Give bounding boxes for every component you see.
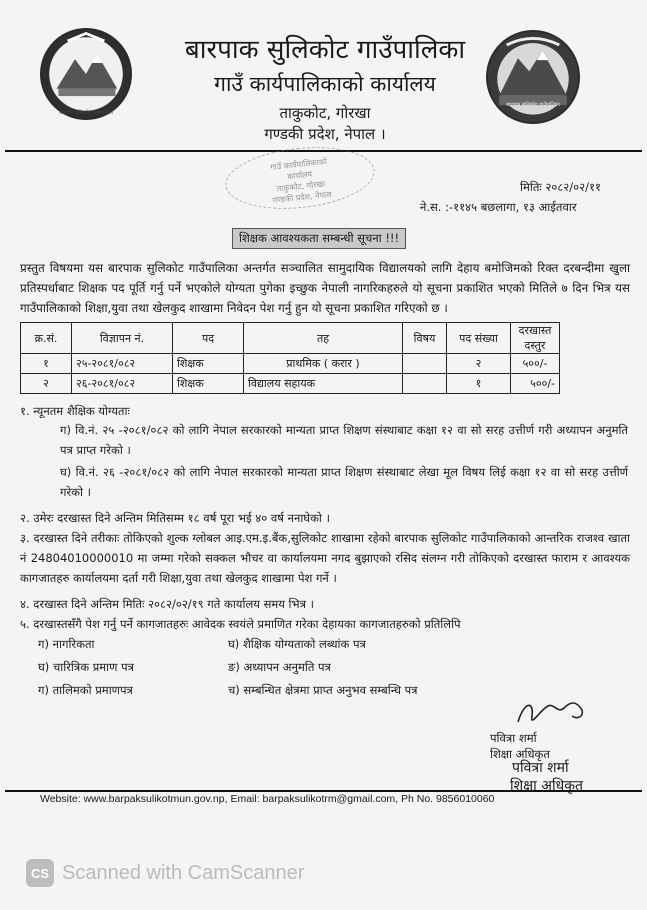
signatory-name: पवित्रा शर्मा bbox=[490, 731, 537, 745]
cell-post-count: १ bbox=[447, 374, 511, 394]
municipality-name: बारपाक सुलिकोट गाउँपालिका bbox=[184, 35, 466, 65]
vacancy-table bbox=[20, 322, 560, 394]
footer-contact: Website: www.barpaksulikotmun.gov.np, Email: barpaksulikotrm@gmail.com, Ph No. 9856010060 bbox=[40, 793, 495, 805]
cell-ad-number: २५-२०८१/०८२ bbox=[72, 354, 173, 374]
notice-date: मितिः २०८२/०२/११ bbox=[520, 180, 601, 194]
cell-subject bbox=[403, 354, 447, 374]
intro-paragraph: प्रस्तुत विषयमा यस बारपाक सुलिकोट गाउँपालिका अन्तर्गत सञ्चालित सामुदायिक विद्यालयको लागि देहाय बमोजिमको रिक्त दरबन्दीमा खुला प्रतिस्पर्धाबाट शिक्षक पद पूर्ति गर्नु पर्ने भएकोले योग्यता पुगेका इच्छुक नेपाली नागरिकहरुले यो सूचना प्रकाशित भएको मितिले ७ दिन भित्र यस गाउँपालिकाको शिक्षा,युवा तथा खेलकुद शाखामा निवेदन पेश गर्नु हुन यो सूचना प्रकाशित गरिएको छ । bbox=[20, 261, 630, 315]
col-post-count: पद संख्या bbox=[447, 323, 511, 354]
document-item: ग) नागरिकता bbox=[38, 637, 95, 651]
col-subject: विषय bbox=[403, 323, 447, 354]
stamp-line: गाउँ कार्यपालिकाको bbox=[269, 157, 328, 173]
cell-serial: २ bbox=[21, 374, 72, 394]
stamp-line: ताकुकोट, गोरखा bbox=[276, 179, 326, 194]
table-row bbox=[21, 354, 560, 374]
stamp-line: गण्डकी प्रदेश, नेपाल bbox=[272, 189, 332, 205]
document-item: घ) शैक्षिक योग्यताको लब्धांक पत्र bbox=[228, 637, 366, 651]
notice-subject: शिक्षक आवश्यकता सम्बन्धी सूचना !!! bbox=[232, 228, 406, 249]
qualification-item-a: ग) वि.नं. २५ -२०८१/०८२ को लागि नेपाल सरकारको मान्यता प्राप्त शिक्षण संस्थाबाट कक्षा १२ वा सो सरह उत्तीर्ण गरी अध्यापन अनुमति पत्र प्राप्त गरेको । bbox=[60, 423, 628, 457]
right-emblem-caption: बारपाक सुलिकोट गाउँपालिका bbox=[506, 102, 560, 108]
signatory-stamp-designation: शिक्षा अधिकृत bbox=[510, 778, 583, 794]
section-documents-title: ५. दरखास्तसँगै पेश गर्नु पर्ने कागजातहरुः आवेदक स्वयंले प्रमाणित गरेका देहायका कागजातहरुको प्रतिलिपि bbox=[20, 617, 461, 631]
table-row bbox=[21, 374, 560, 394]
office-name: गाउँ कार्यपालिकाको कार्यालय bbox=[214, 72, 436, 96]
camscanner-watermark bbox=[26, 858, 304, 888]
col-ad-number: विज्ञापन नं. bbox=[72, 323, 173, 354]
camscanner-text: Scanned with CamScanner bbox=[62, 861, 305, 884]
section-age: २. उमेरः दरखास्त दिने अन्तिम मितिसम्म १८ वर्ष पूरा भई ४० वर्ष ननाघेको । bbox=[20, 511, 330, 525]
document-item: ग) तालिमको प्रमाणपत्र bbox=[38, 683, 133, 697]
municipality-emblem-left bbox=[40, 28, 132, 120]
section-qualification-title: १. न्यूनतम शैक्षिक योग्यताः bbox=[20, 404, 130, 418]
footer-divider bbox=[5, 790, 642, 792]
stamp-line: कार्यालय bbox=[286, 169, 313, 182]
section-deadline: ४. दरखास्त दिने अन्तिम मितिः २०८२/०२/१९ गते कार्यालय समय भित्र । bbox=[20, 597, 314, 611]
signatory-stamp-name: पवित्रा शर्मा bbox=[512, 760, 569, 776]
table-header-row bbox=[21, 323, 560, 354]
cell-post: शिक्षक bbox=[173, 354, 244, 374]
cell-fee: ५००/- bbox=[511, 354, 560, 374]
section-application-method: ३. दरखास्त दिने तरीकाः तोकिएको शुल्क ग्लोबल आइ.एम.इ.बैंक,सुलिकोट शाखामा रहेको बारपाक सुलिकोट गाउँपालिकाको आन्तरिक राजश्व खाता नं 24804010000010 मा जम्मा गरेको सक्कल भौचर वा कार्यालयमा नगद बुझाएको रसिद संलग्न गरी तोकिएको दरखास्त फाराम र आवश्यक कागजातहरु कार्यालयमा दर्ता गरी शिक्षा,युवा तथा खेलकुद शाखामा पेश गर्ने । bbox=[20, 531, 630, 585]
qualification-item-b: घ) वि.नं. २६ -२०८१/०८२ को लागि नेपाल सरकारको मान्यता प्राप्त शिक्षण संस्थाबाट लेखा मूल विषय लिई कक्षा १२ वा सो सरह उत्तीर्ण गरेको । bbox=[60, 465, 628, 499]
col-post: पद bbox=[173, 323, 244, 354]
cell-post-count: २ bbox=[447, 354, 511, 374]
signatory-designation: शिक्षा अधिकृत bbox=[490, 747, 550, 761]
cell-level: विद्यालय सहायक bbox=[244, 374, 403, 394]
cell-subject bbox=[403, 374, 447, 394]
camscanner-logo: CS bbox=[26, 859, 54, 887]
cell-ad-number: २६-२०८१/०८२ bbox=[72, 374, 173, 394]
left-emblem-caption: बारपाक सुलिकोट गाउँपालिका bbox=[59, 110, 113, 116]
nepal-sambat-date: ने.स. :-११४५ बछलागा, १३ आईतवार bbox=[420, 200, 577, 214]
document-item: घ) चारित्रिक प्रमाण पत्र bbox=[38, 660, 134, 674]
cell-fee: ५००/- bbox=[511, 374, 560, 394]
office-location: ताकुकोट, गोरखा bbox=[279, 104, 371, 122]
document-item: च) सम्बन्धित क्षेत्रमा प्राप्त अनुभव सम्बन्धि पत्र bbox=[228, 683, 418, 697]
document-item: ङ) अध्यापन अनुमति पत्र bbox=[228, 660, 331, 674]
cell-level: प्राथमिक ( करार ) bbox=[244, 354, 403, 374]
cell-post: शिक्षक bbox=[173, 374, 244, 394]
col-serial: क्र.सं. bbox=[21, 323, 72, 354]
office-province: गण्डकी प्रदेश, नेपाल । bbox=[264, 125, 386, 143]
col-fee: दरखास्त दस्तुर bbox=[511, 323, 560, 354]
col-level: तह bbox=[244, 323, 403, 354]
cell-serial: १ bbox=[21, 354, 72, 374]
